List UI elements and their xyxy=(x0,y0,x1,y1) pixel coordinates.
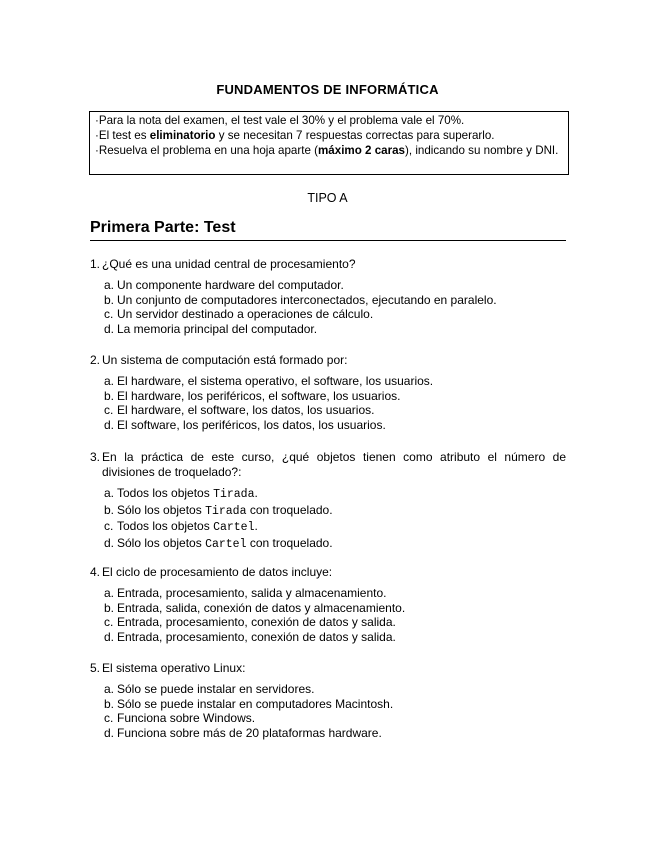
option-item xyxy=(104,711,566,726)
option-letter: d. xyxy=(104,725,115,740)
option-text: Entrada, procesamiento, conexión de datos y salida. xyxy=(117,629,396,644)
option-text: Sólo se puede instalar en computadores Macintosh. xyxy=(117,696,394,711)
question-2 xyxy=(90,353,566,432)
question-stem xyxy=(90,565,566,580)
options-list xyxy=(104,586,566,644)
page-title: FUNDAMENTOS DE INFORMÁTICA xyxy=(216,82,439,97)
question-stem xyxy=(90,353,566,368)
option-text: Entrada, procesamiento, conexión de datos y salida. xyxy=(117,615,396,629)
option-text: La memoria principal del computador. xyxy=(117,321,318,336)
question-stem xyxy=(90,450,566,480)
question-number: 2. xyxy=(90,353,101,367)
code-identifier: Tirada xyxy=(205,504,247,518)
option-item xyxy=(104,486,566,503)
code-identifier: Cartel xyxy=(213,521,255,534)
option-text: Sólo se puede instalar en servidores. xyxy=(117,682,315,696)
option-letter: a. xyxy=(104,486,115,500)
question-text: El sistema operativo Linux: xyxy=(102,661,246,675)
option-item xyxy=(104,519,566,536)
option-item xyxy=(104,322,566,337)
option-item xyxy=(104,418,566,433)
option-item xyxy=(104,278,566,293)
option-text: Funciona sobre Windows. xyxy=(117,711,256,725)
option-letter: c. xyxy=(104,307,114,321)
question-number: 1. xyxy=(90,257,101,271)
options-list xyxy=(104,278,566,336)
code-identifier: Tirada xyxy=(213,488,255,501)
option-letter: b. xyxy=(104,388,115,403)
option-text: Un conjunto de computadores interconectados, ejecutando en paralelo. xyxy=(117,292,497,307)
option-letter: a. xyxy=(104,586,115,600)
options-list xyxy=(104,486,566,552)
question-number: 3. xyxy=(90,450,101,464)
instruction-note-problem: ·Resuelva el problema en una hoja aparte (máximo 2 caras), indicando su nombre y DNI. xyxy=(95,144,559,157)
option-item xyxy=(104,630,566,645)
option-text: Un componente hardware del computador. xyxy=(117,278,344,292)
option-item xyxy=(104,403,566,418)
option-letter: b. xyxy=(104,600,115,615)
option-letter: d. xyxy=(104,629,115,644)
instruction-note-eliminatory: ·El test es eliminatorio y se necesitan 7 respuestas correctas para superarlo. xyxy=(95,129,495,142)
option-letter: a. xyxy=(104,278,115,292)
option-text: Todos los objetos Tirada. xyxy=(117,486,258,501)
code-identifier: Cartel xyxy=(205,537,247,551)
section-title: Primera Parte: Test xyxy=(90,219,566,241)
option-letter: c. xyxy=(104,403,114,417)
option-item xyxy=(104,615,566,630)
options-list xyxy=(104,682,566,740)
question-text: En la práctica de este curso, ¿qué objetos tienen como atributo el número de divisiones de troquelado?: xyxy=(102,450,566,479)
option-text: Funciona sobre más de 20 plataformas hardware. xyxy=(117,725,382,740)
question-1 xyxy=(90,257,566,336)
instruction-note-grading: ·Para la nota del examen, el test vale el 30% y el problema vale el 70%. xyxy=(95,114,465,127)
option-letter: d. xyxy=(104,535,115,550)
option-letter: d. xyxy=(104,321,115,336)
option-text: Sólo los objetos Tirada con troquelado. xyxy=(117,502,333,518)
option-letter: c. xyxy=(104,615,114,629)
option-text: Entrada, salida, conexión de datos y almacenamiento. xyxy=(117,600,406,615)
option-item xyxy=(104,374,566,389)
option-item xyxy=(104,586,566,601)
instructions-box xyxy=(89,111,569,175)
option-item xyxy=(104,503,566,520)
option-item xyxy=(104,307,566,322)
option-item xyxy=(104,389,566,404)
option-letter: c. xyxy=(104,711,114,725)
question-text: ¿Qué es una unidad central de procesamiento? xyxy=(102,257,356,271)
option-letter: a. xyxy=(104,374,115,388)
option-item xyxy=(104,697,566,712)
option-text: Un servidor destinado a operaciones de cálculo. xyxy=(117,307,374,321)
question-stem xyxy=(90,661,566,676)
option-letter: c. xyxy=(104,519,114,533)
option-item xyxy=(104,601,566,616)
option-item xyxy=(104,536,566,553)
option-text: El hardware, el software, los datos, los usuarios. xyxy=(117,403,375,417)
question-stem xyxy=(90,257,566,272)
option-letter: a. xyxy=(104,682,115,696)
option-letter: b. xyxy=(104,696,115,711)
option-text: Entrada, procesamiento, salida y almacenamiento. xyxy=(117,586,387,600)
question-number: 4. xyxy=(90,565,101,579)
question-5 xyxy=(90,661,566,740)
option-item xyxy=(104,726,566,741)
question-text: Un sistema de computación está formado por: xyxy=(102,353,348,367)
question-text: El ciclo de procesamiento de datos incluye: xyxy=(102,565,333,579)
option-text: El software, los periféricos, los datos, los usuarios. xyxy=(117,417,386,432)
option-text: Todos los objetos Cartel. xyxy=(117,519,258,534)
option-text: El hardware, el sistema operativo, el software, los usuarios. xyxy=(117,374,434,388)
option-item xyxy=(104,293,566,308)
option-text: Sólo los objetos Cartel con troquelado. xyxy=(117,535,333,551)
question-3 xyxy=(90,450,566,552)
option-letter: d. xyxy=(104,417,115,432)
question-4 xyxy=(90,565,566,644)
options-list xyxy=(104,374,566,432)
option-item xyxy=(104,682,566,697)
option-letter: b. xyxy=(104,292,115,307)
option-letter: b. xyxy=(104,502,115,517)
option-text: El hardware, los periféricos, el software, los usuarios. xyxy=(117,388,401,403)
question-number: 5. xyxy=(90,661,101,675)
exam-type-label: TIPO A xyxy=(307,191,348,205)
